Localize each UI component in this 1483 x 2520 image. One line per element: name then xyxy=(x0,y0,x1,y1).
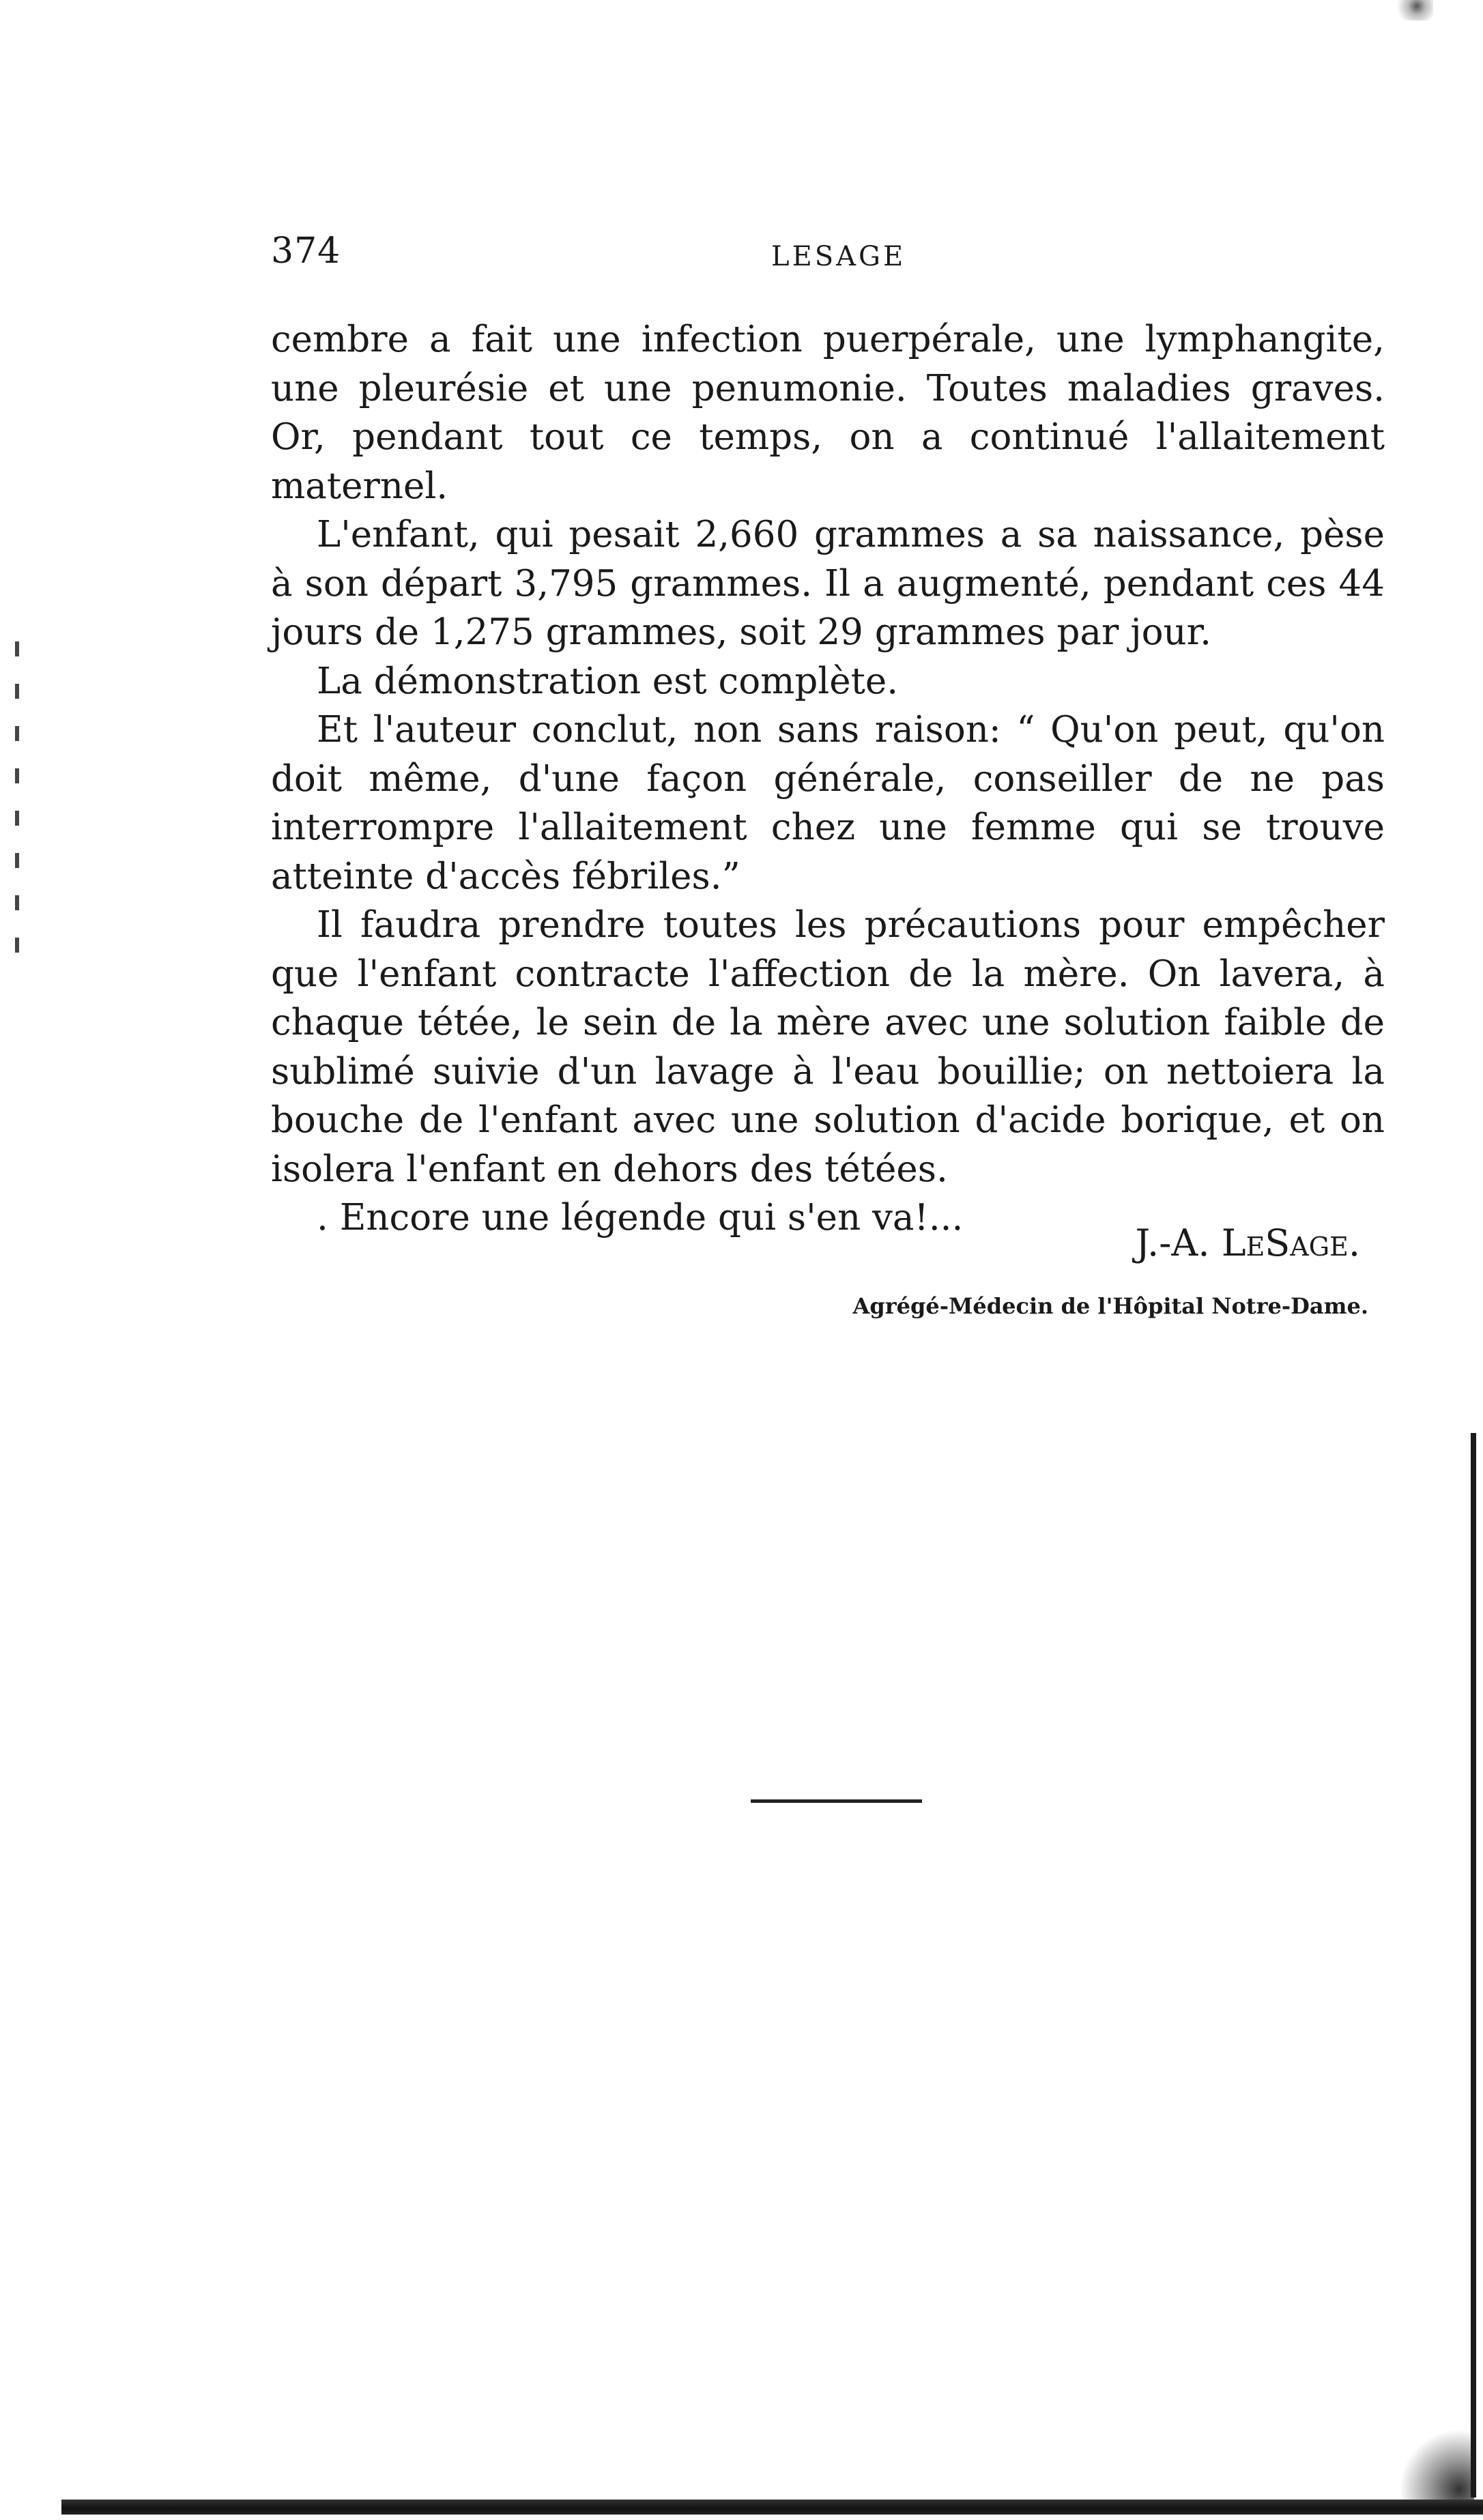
paragraph: . Encore une légende qui s'en va!... xyxy=(317,1197,964,1239)
body-text xyxy=(271,315,1385,1243)
paragraph: Et l'auteur conclut, non sans raison: “ Qu'on peut, qu'on doit même, d'une façon générale, conseiller de ne pas interrompre l'allaitement chez une femme qui se trouve atteinte d'accès fébriles.” xyxy=(271,709,1385,897)
paragraph: La démonstration est complète. xyxy=(317,660,899,702)
page-number: 374 xyxy=(271,231,341,272)
running-head: LESAGE xyxy=(771,241,906,272)
scan-edge-shadow xyxy=(61,2500,1483,2515)
end-rule xyxy=(751,1799,922,1803)
paragraph: Il faudra prendre toutes les précautions pour empêcher que l'enfant contracte l'affection de la mère. On lavera, à chaque tétée, le sein de la mère avec une solution faible de sublimé suivie d'un lavage à l'eau bouillie; on nettoiera la bouche de l'enfant avec une solution d'acide borique, et on isolera l'enfant en dehors des tétées. xyxy=(271,904,1385,1190)
scan-smudge xyxy=(1392,0,1433,20)
scan-edge-shadow xyxy=(1471,1433,1476,2497)
scan-smudge xyxy=(1399,2429,1474,2504)
author-initials: J.-A. xyxy=(1135,1221,1222,1264)
paragraph: cembre a fait une infection puerpérale, une lymphangite, une pleurésie et une penumonie. Toutes maladies graves. Or, pendant tout ce temps, on a continué l'allaitement maternel. xyxy=(271,319,1385,507)
author-surname: LeSage. xyxy=(1221,1221,1360,1264)
paragraph: L'enfant, qui pesait 2,660 grammes a sa naissance, pèse à son départ 3,795 grammes. Il a augmenté, pendant ces 44 jours de 1,275 grammes, soit 29 grammes par jour. xyxy=(271,514,1385,653)
author-affiliation: Agrégé-Médecin de l'Hôpital Notre-Dame. xyxy=(852,1293,1368,1319)
scan-margin-marks xyxy=(15,641,19,969)
author-signature xyxy=(1135,1221,1361,1264)
